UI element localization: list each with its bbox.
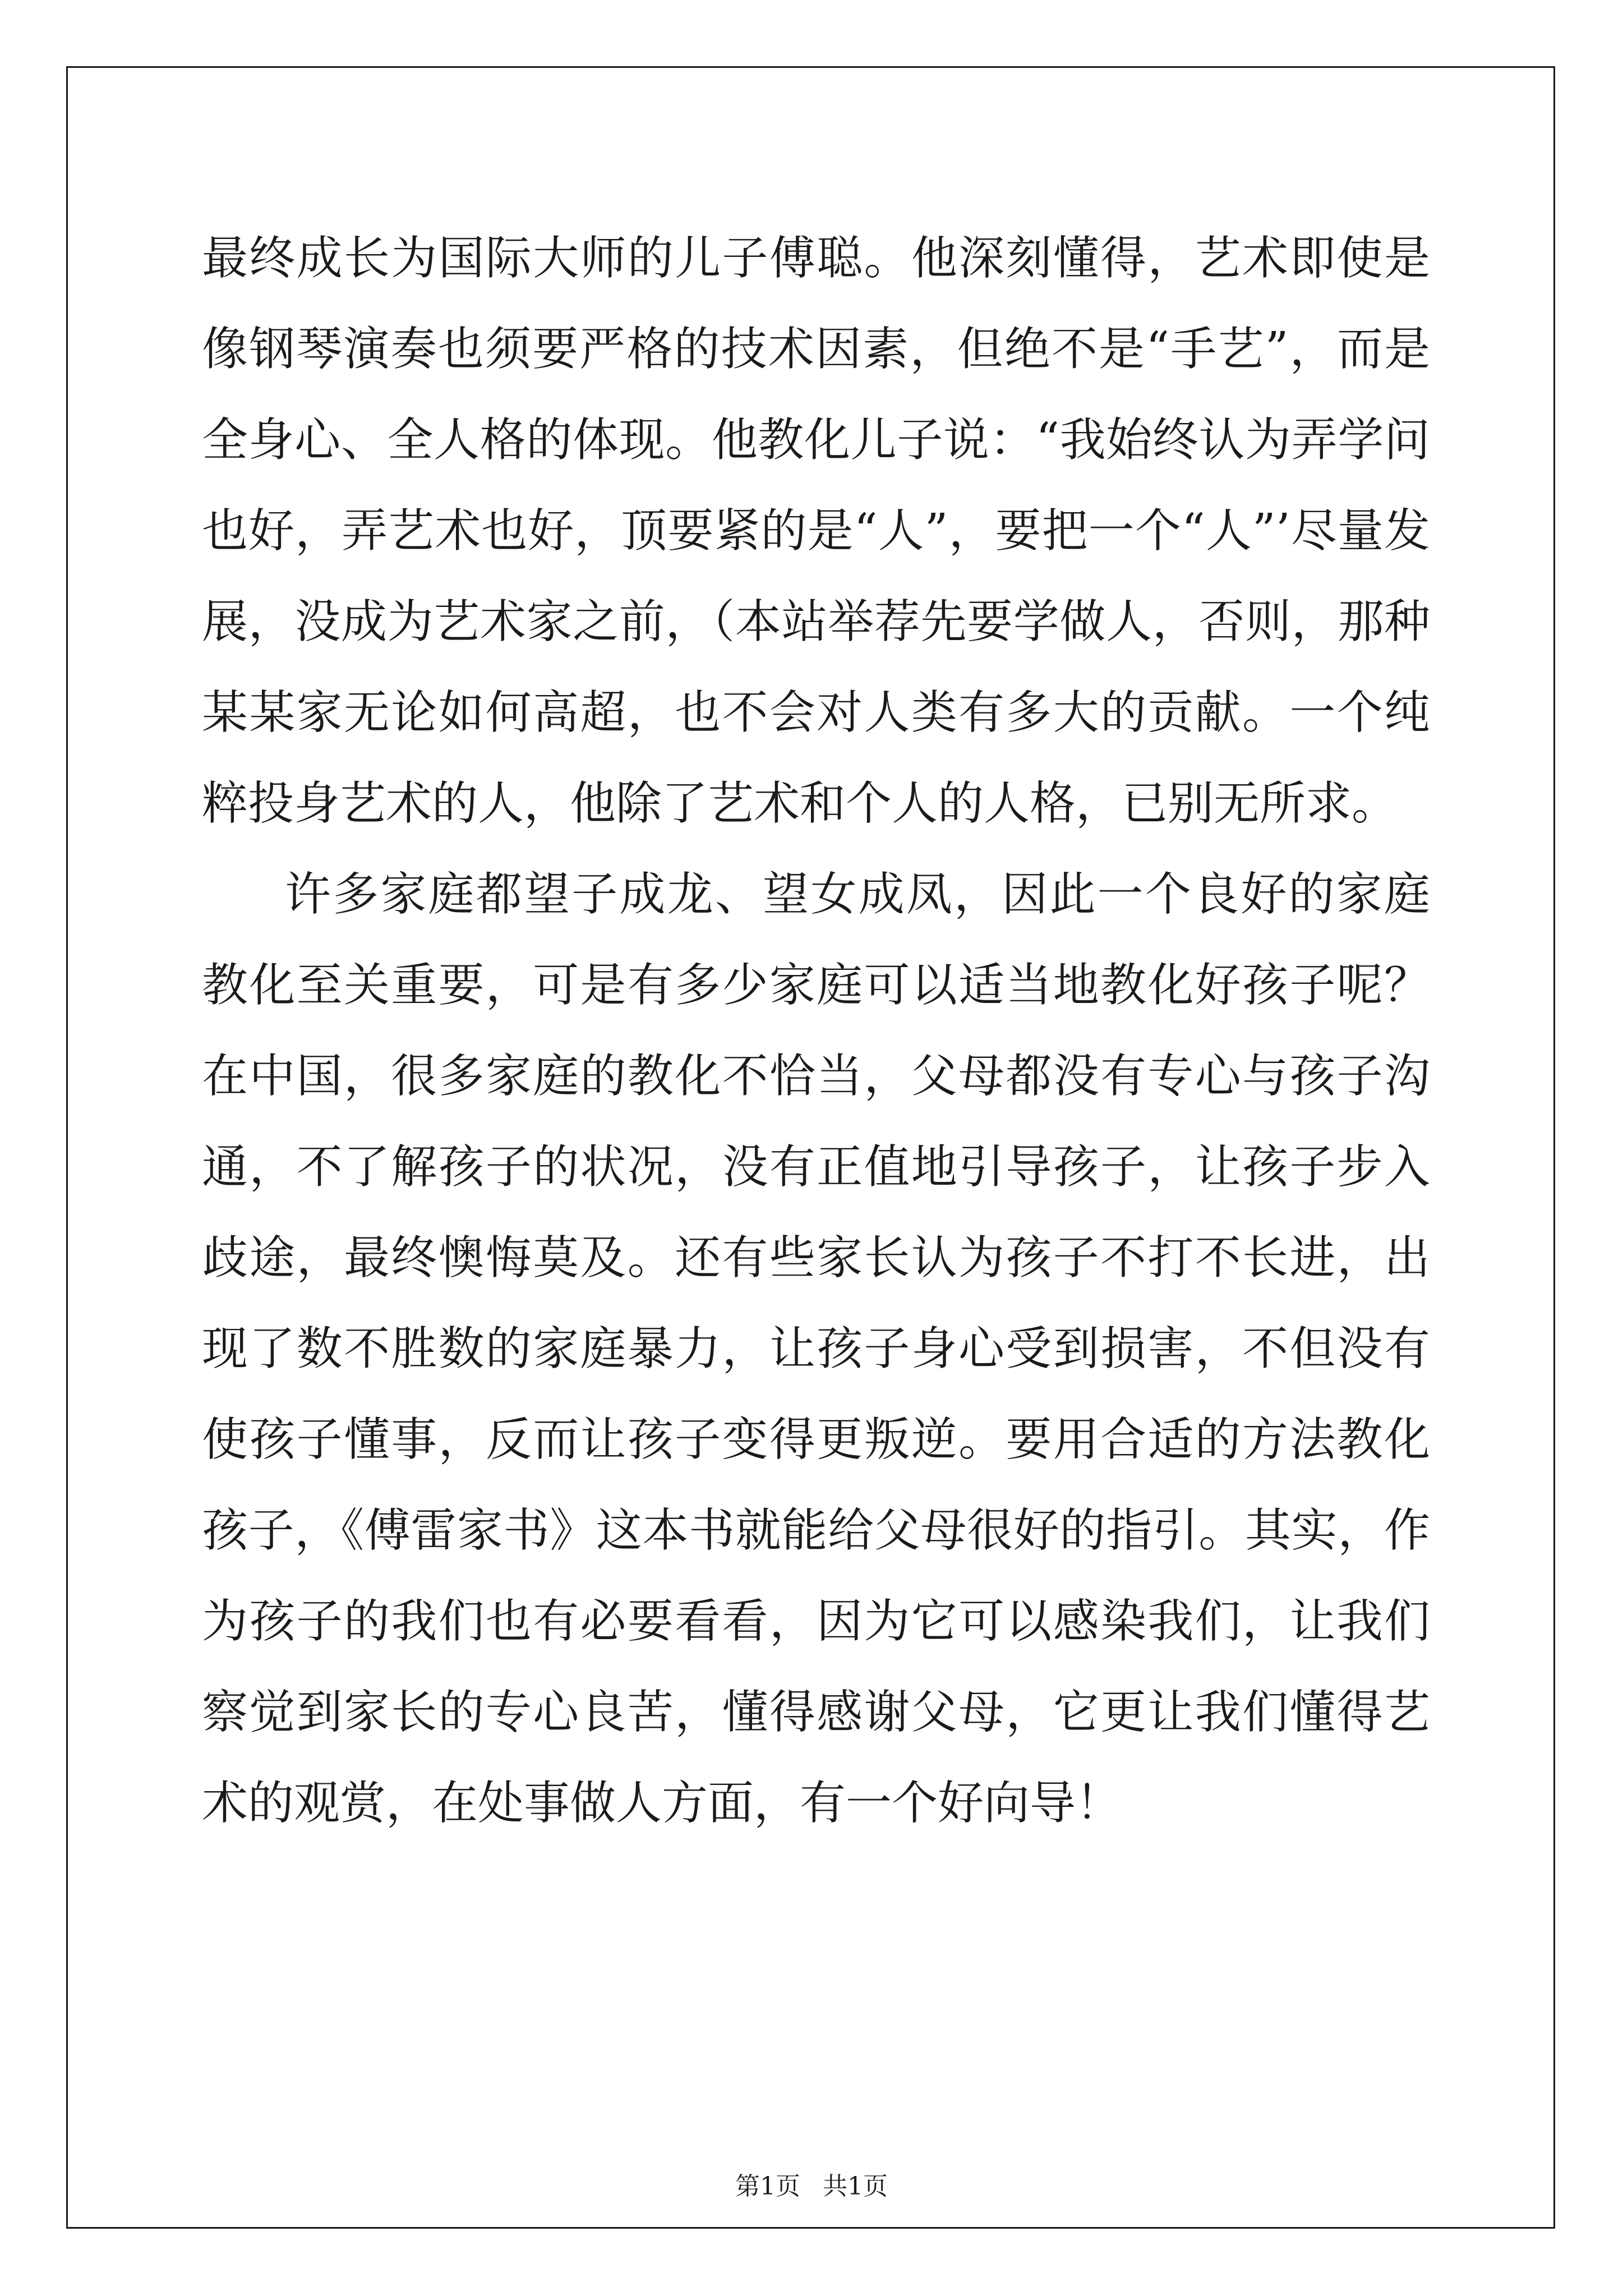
page-footer: [0, 2170, 1623, 2203]
paragraph-continued: 最终成长为国际大师的儿子傅聪。他深刻懂得，艺术即使是像钢琴演奏也须要严格的技术因素，但绝不是“手艺”，而是全身心、全人格的体现。他教化儿子说：“我始终认为弄学问也好，弄艺术也好，顶要紧的是“人”，要把一个“人”’尽量发展，没成为艺术家之前，（本站举荐先要学做人，否则，那种某某家无论如何高超，也不会对人类有多大的贡献。一个纯粹投身艺术的人，他除了艺术和个人的人格，已别无所求。: [202, 232, 1430, 830]
paragraph-family-education: 许多家庭都望子成龙、望女成凤，因此一个良好的家庭教化至关重要，可是有多少家庭可以适当地教化好孩子呢？在中国，很多家庭的教化不恰当，父母都没有专心与孩子沟通，不了解孩子的状况，没有正值地引导孩子，让孩子步入歧途，最终懊悔莫及。还有些家长认为孩子不打不长进，出现了数不胜数的家庭暴力，让孩子身心受到损害，不但没有使孩子懂事，反而让孩子变得更叛逆。要用合适的方法教化孩子，《傅雷家书》这本书就能给父母很好的指引。其实，作为孩子的我们也有必要看看，因为它可以感染我们，让我们察觉到家长的专心良苦，懂得感谢父母，它更让我们懂得艺术的观赏，在处事做人方面，有一个好向导！: [202, 868, 1430, 1830]
page-number-total: 共1页: [823, 2172, 888, 2201]
document-body: [202, 213, 1430, 1849]
page-number-current: 第1页: [735, 2172, 800, 2201]
